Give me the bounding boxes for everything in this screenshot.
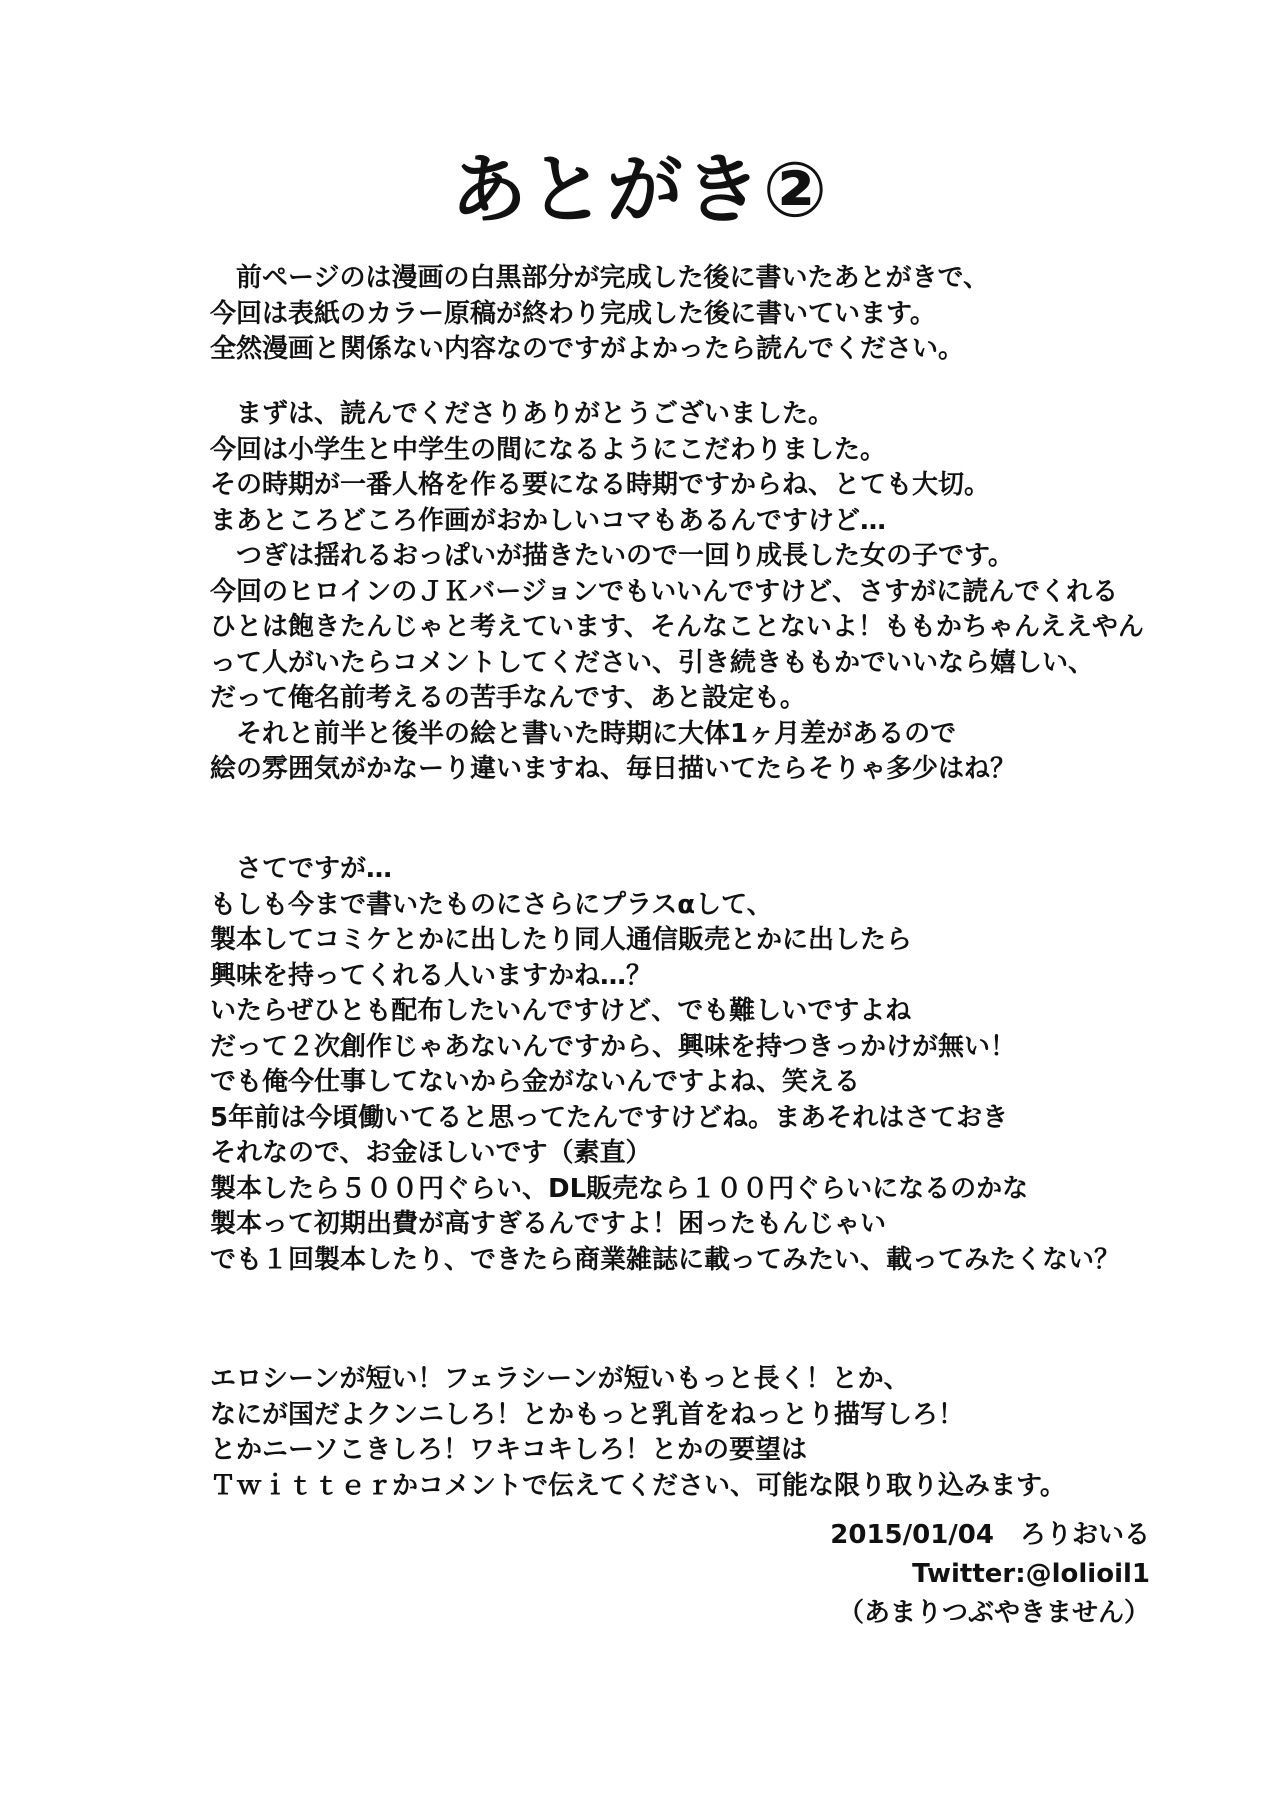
text-line: さてですが… xyxy=(236,854,393,884)
paragraph-4 xyxy=(210,1362,1210,1504)
text-line: いたらぜひとも配布したいんですけど、でも難しいですよね xyxy=(210,996,912,1026)
signature-note: （あまりつぶやきません） xyxy=(837,1598,1150,1628)
text-line: って人がいたらコメントしてください、引き続きももかでいいなら嬉しい、 xyxy=(210,647,1095,678)
text-line: 製本したら５００円ぐらい、DL販売なら１００円ぐらいになるのかな xyxy=(210,1173,1029,1204)
text-line: 今回は小学生と中学生の間になるようにこだわりました。 xyxy=(210,434,887,465)
text-line: つぎは揺れるおっぱいが描きたいので一回り成長した女の子です。 xyxy=(236,541,1014,571)
text-line: Ｔｗｉｔｔｅｒかコメントで伝えてください、可能な限り取り込みます。 xyxy=(210,1470,1066,1501)
page-title: あとがき② xyxy=(450,145,830,234)
text-line: ひとは飽きたんじゃと考えています、そんなことないよ！ももかちゃんええやん xyxy=(210,612,1144,642)
text-line: その時期が一番人格を作る要になる時期ですからね、とても大切。 xyxy=(210,470,991,500)
text-line: それなので、お金ほしいです（素直） xyxy=(210,1138,652,1168)
signature-block xyxy=(830,1516,1150,1633)
text-line: 全然漫画と関係ない内容なのですがよかったら読んでください。 xyxy=(210,334,965,364)
text-line: 今回のヒロインのＪＫバージョンでもいいんですけど、さすがに読んでくれる xyxy=(210,576,1119,607)
paragraph-1 xyxy=(210,261,1210,368)
text-line: なにが国だよクンニしろ！とかもっと乳首をねっとり描写しろ！ xyxy=(210,1399,965,1430)
text-line: だって２次創作じゃあないんですから、興味を持つきっかけが無い！ xyxy=(210,1031,1017,1062)
text-line: だって俺名前考えるの苦手なんです、あと設定も。 xyxy=(210,683,806,713)
signature-twitter: Twitter:@lolioil1 xyxy=(912,1559,1150,1589)
text-line: 興味を持ってくれる人いますかね…？ xyxy=(210,960,653,991)
text-line: エロシーンが短い！フェラシーンが短いもっと長く！とか、 xyxy=(210,1364,910,1394)
text-line: でも１回製本したり、できたら商業雑誌に載ってみたい、載ってみたくない？ xyxy=(210,1244,1121,1275)
text-line: 製本って初期出費が高すぎるんですよ！困ったもんじゃい xyxy=(210,1209,887,1239)
text-line: 製本してコミケとかに出したり同人通信販売とかに出したら xyxy=(210,925,913,955)
text-line: 絵の雰囲気がかなーり違いますね、毎日描いてたらそりゃ多少はね？ xyxy=(210,754,1017,784)
text-line: 今回は表紙のカラー原稿が終わり完成した後に書いています。 xyxy=(210,298,936,329)
signature-date-author: 2015/01/04 ろりおいる xyxy=(830,1520,1150,1550)
paragraph-2 xyxy=(210,397,1210,788)
text-line: でも俺今仕事してないから金がないんですよね、笑える xyxy=(210,1067,861,1097)
text-line: もしも今まで書いたものにさらにプラスαして、 xyxy=(210,889,773,920)
text-line: まあところどころ作画がおかしいコマもあるんですけど… xyxy=(210,505,887,536)
text-line: それと前半と後半の絵と書いた時期に大体1ヶ月差があるので xyxy=(236,718,957,749)
text-line: 5年前は今頃働いてると思ってたんですけどね。まあそれはさておき xyxy=(210,1102,1009,1133)
text-line: 前ページのは漫画の白黒部分が完成した後に書いたあとがきで、 xyxy=(236,263,989,293)
text-line: まずは、読んでくださりありがとうございました。 xyxy=(236,399,835,429)
paragraph-3 xyxy=(210,852,1210,1278)
text-line: とかニーソこきしろ！ワキコキしろ！とかの要望は xyxy=(210,1435,807,1465)
